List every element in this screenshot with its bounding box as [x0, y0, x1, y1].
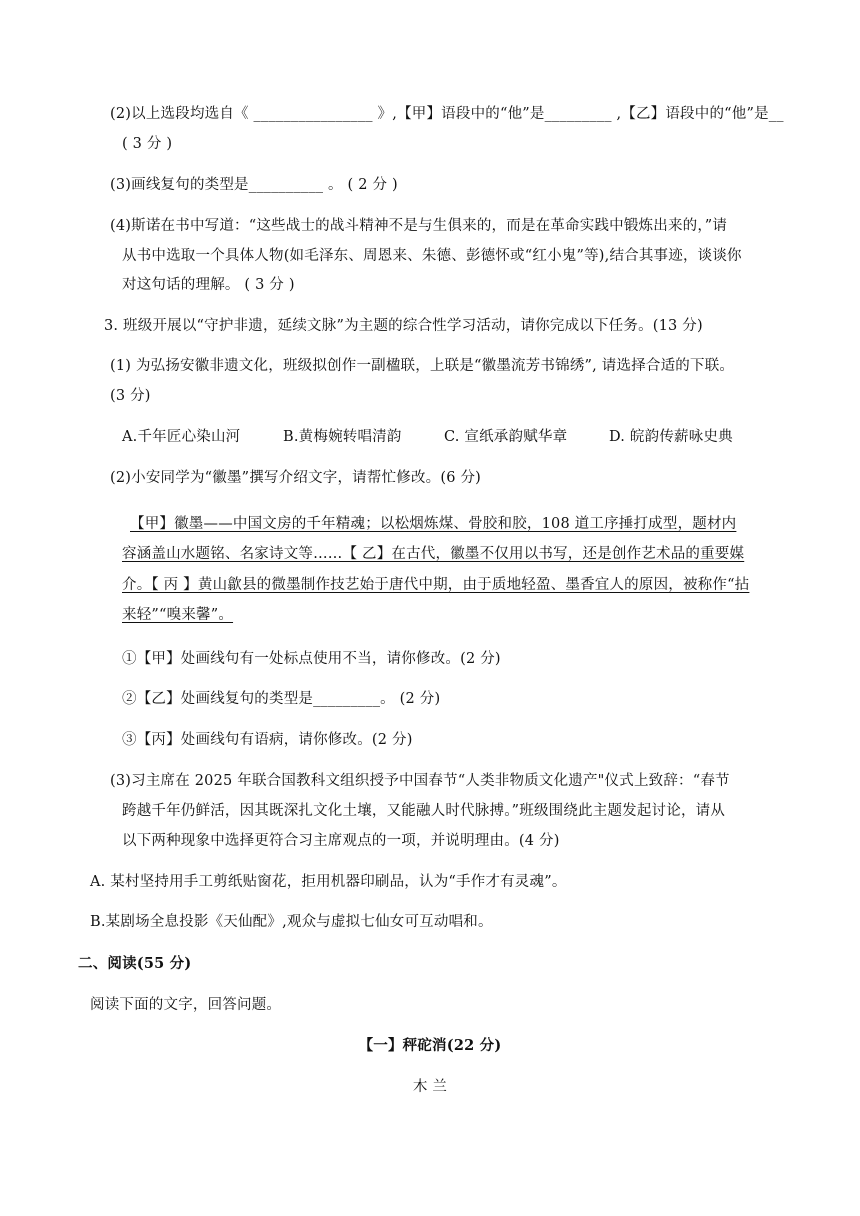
part-2-heading: 二、阅读(55 分) [78, 955, 192, 972]
section-3-sub-3-line-2: 跨越千年仍鲜活，因其既深扎文化土壤，又能融人时代脉搏。”班级围绕此主题发起讨论，请从 [122, 803, 726, 819]
question-4-line-3: 对这句话的理解。 ( 3 分 ) [122, 277, 295, 293]
option-c: C. 宣纸承韵赋华章 [444, 429, 568, 445]
question-2-line-1: (2)以上选段均选自《 ________________ 》,【甲】语段中的“他”是_________ ,【乙】语段中的“他”是__ [110, 106, 784, 122]
question-4-line-1: (4)斯诺在书中写道：“这些战士的战斗精神不是与生俱来的，而是在革命实践中锻炼出来的，”请 [110, 218, 728, 234]
task-2: ②【乙】处画线复句的类型是_________。 (2 分) [122, 691, 441, 707]
question-3-line-1: (3)画线复句的类型是__________ 。 ( 2 分 ) [110, 177, 398, 193]
option-d: D. 皖韵传薪咏史典 [609, 429, 733, 445]
option-b: B.黄梅婉转唱清韵 [283, 429, 402, 445]
passage-line-1: 【甲】徽墨——中国文房的千年精魂；以松烟炼煤、骨胶和胶，108 道工序捶打成型，题材内 [130, 516, 737, 532]
section-3-sub-3-line-1: (3)习主席在 2025 年联合国教科文组织授予中国春节“人类非物质文化遗产"仪式上致辞：“春节 [110, 773, 730, 789]
question-2-line-2: ( 3 分 ) [122, 136, 173, 152]
passage-line-4: 来轻”“嗅来馨”。 [122, 607, 234, 623]
section-3-sub-2-heading: (2)小安同学为“徽墨”撰写介绍文字，请帮忙修改。(6 分) [110, 470, 482, 486]
task-3: ③【丙】处画线句有语病，请你修改。(2 分) [122, 732, 413, 748]
task-1: ①【甲】处画线句有一处标点使用不当，请你修改。(2 分) [122, 651, 501, 667]
poem-author: 木 兰 [412, 1079, 448, 1095]
section-3-heading: 3. 班级开展以“守护非遗，延续文脉”为主题的综合性学习活动，请你完成以下任务。(13 分) [104, 318, 703, 334]
question-4-line-2: 从书中选取一个具体人物(如毛泽东、周恩来、朱德、彭德怀或“红小鬼”等),结合其事迹，谈谈你 [122, 248, 742, 264]
section-3-sub-3-line-3: 以下两种现象中选择更符合习主席观点的一项，并说明理由。(4 分) [122, 833, 560, 849]
choice-a: A. 某村坚持用手工剪纸贴窗花，拒用机器印刷品，认为“手作才有灵魂”。 [90, 874, 567, 890]
option-a: A.千年匠心染山河 [122, 429, 241, 445]
choice-b: B.某剧场全息投影《天仙配》,观众与虚拟七仙女可互动唱和。 [90, 914, 493, 930]
part-2-intro: 阅读下面的文字，回答问题。 [90, 997, 282, 1013]
section-3-sub-1-line-1: (1) 为弘扬安徽非遗文化，班级拟创作一副楹联，上联是“徽墨流芳书锦绣”, 请选择合适的下联。 [110, 358, 735, 374]
passage-line-3: 介。【 丙 】黄山歙县的微墨制作技艺始于唐代中期，由于质地轻盈、墨香宜人的原因，被称作“拈 [122, 577, 750, 593]
passage-line-2: 容涵盖山水题铭、名家诗文等……【 乙】在古代，徽墨不仅用以书写，还是创作艺术品的重要媒 [122, 546, 745, 562]
poem-title: 【一】秤砣消(22 分) [358, 1037, 502, 1054]
section-3-sub-1-line-2: (3 分) [110, 388, 151, 404]
